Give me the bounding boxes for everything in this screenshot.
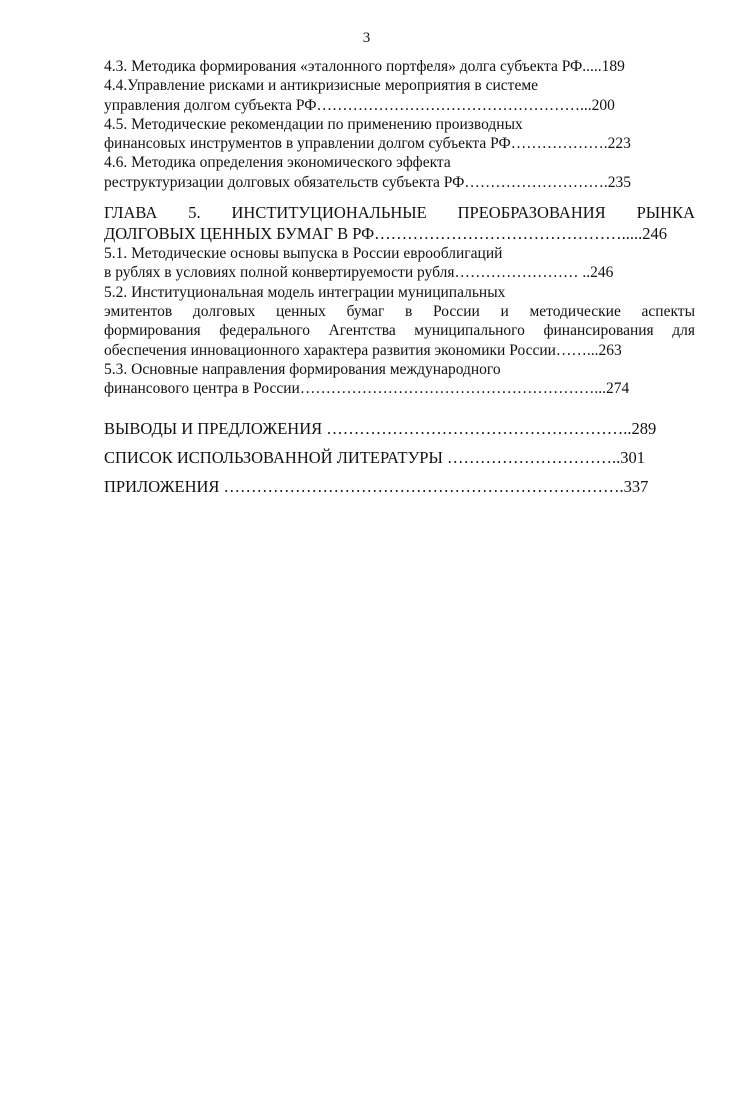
chapter-5-title: ГЛАВА 5. ИНСТИТУЦИОНАЛЬНЫЕ ПРЕОБРАЗОВАНИЯ РЫНКА [104, 203, 695, 223]
toc-entry-4-5-title: 4.5. Методические рекомендации по применению производных [104, 115, 523, 133]
toc-entry-5-3-title: 5.3. Основные направления формирования международного [104, 360, 501, 378]
table-of-contents [104, 57, 695, 501]
toc-entry-4-6-title: 4.6. Методика определения экономического эффекта [104, 154, 451, 172]
toc-conclusions: ВЫВОДЫ И ПРЕДЛОЖЕНИЯ ………………………………………………..289 [104, 419, 657, 439]
page-number: 3 [362, 30, 371, 46]
toc-entry-5-3-page: финансового центра в России…………………………………………………...274 [104, 380, 630, 398]
toc-entry-4-3: 4.3. Методика формирования «эталонного портфеля» долга субъекта РФ.....189 [104, 58, 625, 75]
toc-entry-4-4-page: управления долгом субъекта РФ……………………………………………...200 [104, 96, 615, 114]
toc-entry-5-2-line2: эмитентов долговых ценных бумаг в России и методические аспекты [104, 302, 695, 320]
toc-entry-4-5-page: финансовых инструментов в управлении долгом субъекта РФ……………….223 [104, 135, 631, 153]
toc-entry-5-2-line3: формирования федерального Агентства муниципального финансирования для [104, 322, 695, 340]
toc-entry-5-1-page: в рублях в условиях полной конвертируемости рубля…………………… ..246 [104, 264, 614, 282]
toc-references: СПИСОК ИСПОЛЬЗОВАННОЙ ЛИТЕРАТУРЫ …………………………..301 [104, 448, 645, 468]
toc-entry-5-2-page: обеспечения инновационного характера развития экономики России……...263 [104, 341, 622, 359]
toc-entry-4-4-title: 4.4.Управление рисками и антикризисные мероприятия в системе [104, 77, 539, 95]
toc-appendices: ПРИЛОЖЕНИЯ ……………………………………………………………….337 [104, 477, 649, 497]
toc-entry-4-6-page: реструктуризации долговых обязательств субъекта РФ……………………….235 [104, 173, 632, 191]
chapter-5-title-page: ДОЛГОВЫХ ЦЕННЫХ БУМАГ В РФ……………………………………….....246 [104, 224, 668, 244]
toc-entry-5-2-title: 5.2. Институциональная модель интеграции муниципальных [104, 283, 506, 301]
toc-entry-5-1-title: 5.1. Методические основы выпуска в России еврооблигаций [104, 245, 503, 263]
